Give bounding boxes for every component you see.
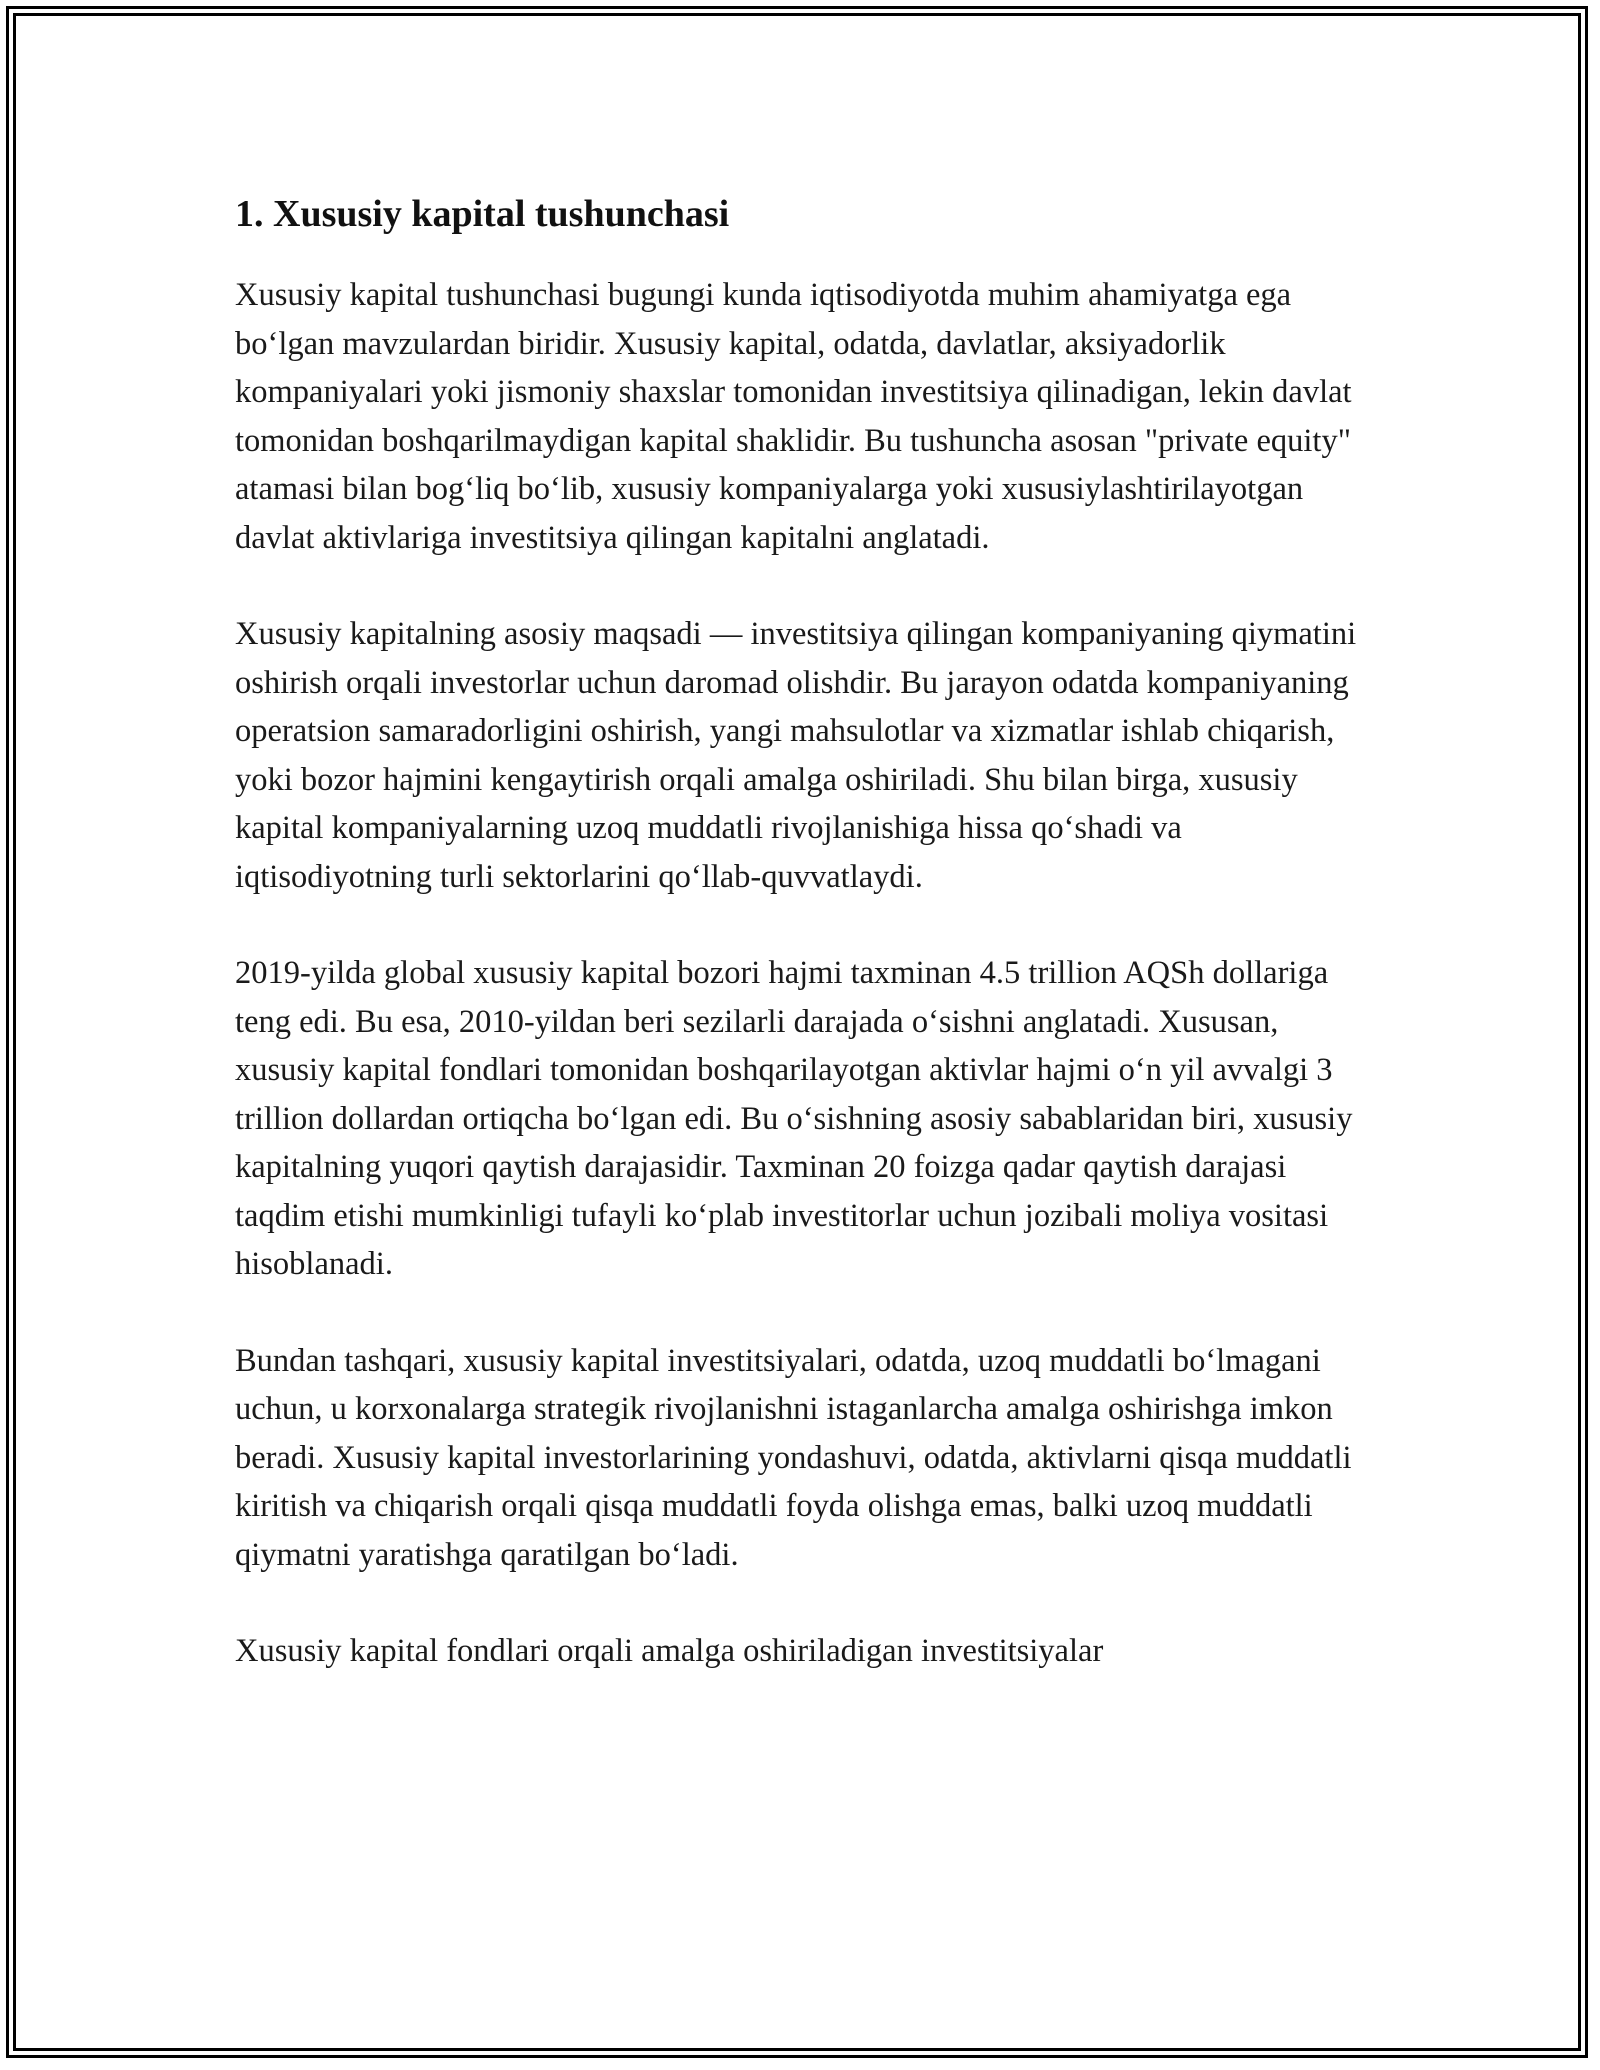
paragraph-2: Xususiy kapitalning asosiy maqsadi — investitsiya qilingan kompaniyaning qiymatini oshirish orqali investorlar uchun daromad olishdir. Bu jarayon odatda kompaniyaning operatsion samaradorligini oshirish, yangi mahsulotlar va xizmatlar ishlab chiqarish, yoki bozor hajmini kengaytirish orqali amalga oshiriladi. Shu bilan birga, xususiy kapital kompaniyalarning uzoq muddatli rivojlanishiga hissa qo‘shadi va iqtisodiyotning turli sektorlarini qo‘llab-quvvatlaydi. <box>235 616 1357 895</box>
paragraph-5: Xususiy kapital fondlari orqali amalga oshiriladigan investitsiyalar <box>235 1633 1104 1669</box>
paragraph-4: Bundan tashqari, xususiy kapital investitsiyalari, odatda, uzoq muddatli bo‘lmagani uchun, u korxonalarga strategik rivojlanishni istaganlarcha amalga oshirishga imkon beradi. Xususiy kapital investorlarining yondashuvi, odatda, aktivlarni qisqa muddatli kiritish va chiqarish orqali qisqa muddatli foyda olishga emas, balki uzoq muddatli qiymatni yaratishga qaratilgan bo‘ladi. <box>235 1342 1352 1573</box>
paragraph-3: 2019-yilda global xususiy kapital bozori hajmi taxminan 4.5 trillion AQSh dollariga teng edi. Bu esa, 2010-yildan beri sezilarli darajada o‘sishni anglatadi. Xususan, xususiy kapital fondlari tomonidan boshqarilayotgan aktivlar hajmi o‘n yil avvalgi 3 trillion dollardan ortiqcha bo‘lgan edi. Bu o‘sishning asosiy sabablaridan biri, xususiy kapitalning yuqori qaytish darajasidir. Taxminan 20 foizga qadar qaytish darajasi taqdim etishi mumkinligi tufayli ko‘plab investitorlar uchun jozibali moliya vositasi hisoblanadi. <box>235 955 1353 1282</box>
section-heading: 1. Xususiy kapital tushunchasi <box>235 193 730 235</box>
document-body <box>235 185 1365 1724</box>
paragraph-1: Xususiy kapital tushunchasi bugungi kunda iqtisodiyotda muhim ahamiyatga ega bo‘lgan mavzulardan biridir. Xususiy kapital, odatda, davlatlar, aksiyadorlik kompaniyalari yoki jismoniy shaxslar tomonidan investitsiya qilinadigan, lekin davlat tomonidan boshqarilmaydigan kapital shaklidir. Bu tushuncha asosan "private equity" atamasi bilan bog‘liq bo‘lib, xususiy kompaniyalarga yoki xususiylashtirilayotgan davlat aktivlariga investitsiya qilingan kapitalni anglatadi. <box>235 277 1352 556</box>
